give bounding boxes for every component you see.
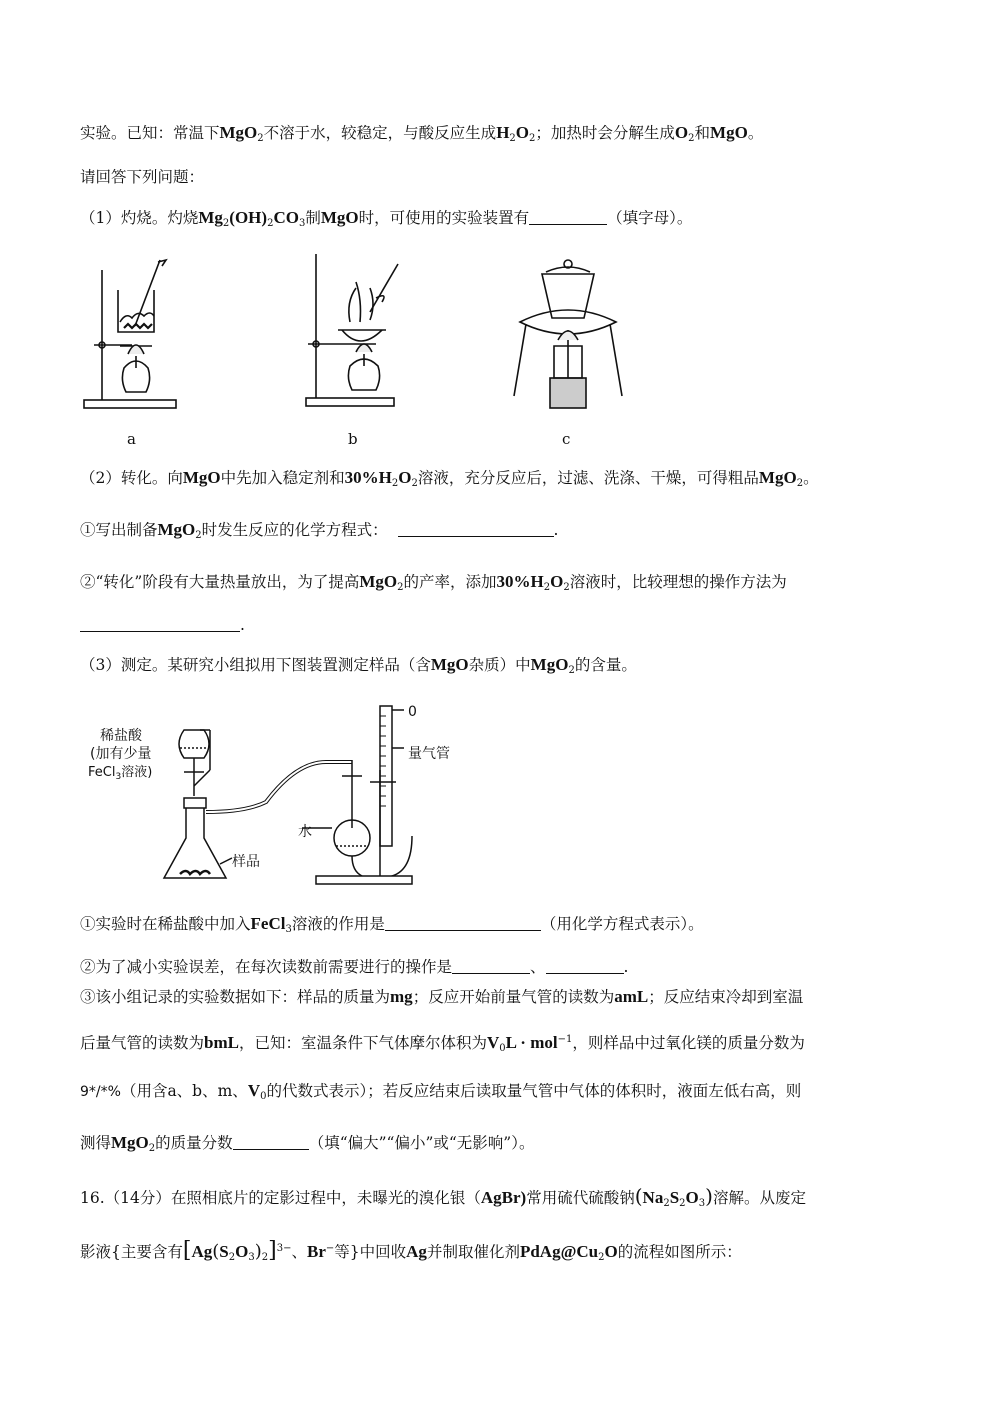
effect-blank[interactable] [233,1135,309,1150]
burette-label: 量气管 [408,746,450,762]
question-3-3: ③该小组记录的实验数据如下：样品的质量为mg；反应开始前量气管的读数为amL；反应结束冷却到室温 [80,987,804,1006]
question-2-2-answer: . [80,614,245,636]
equation-blank[interactable] [398,522,554,537]
question-3: （3）测定。某研究小组拟用下图装置测定样品（含MgO杂质）中MgO$_2$的含量。 [80,655,637,676]
question-2-2: ②“转化”阶段有大量热量放出，为了提高MgO$_2$的产率，添加$30\%H_2O_2$溶液时，比较理想的操作方法为 [80,572,787,593]
apparatus-c-label: c [562,430,571,448]
prompt-line: 请回答下列问题： [80,168,205,186]
zero-mark-label: 0 [408,704,417,720]
acid-note-1: (加有少量 [90,746,152,762]
intro-line: 实验。已知：常温下MgO$_2$不溶于水，较稳定，与酸反应生成$H_2O_2$；加热时会分解生成$O_2$和MgO。 [80,123,764,144]
acid-label: 稀盐酸 [100,728,142,744]
question-3-5: 9*/*%（用含a、b、m、$V_0$的代数式表示）；若反应结束后读取量气管中气体的体积时，液面左低右高，则 [80,1081,802,1102]
question-3-6: 测得MgO$_2$的质量分数 （填“偏大”“偏小”或“无影响”）。 [80,1133,535,1154]
sample-label: 样品 [232,854,260,870]
role-blank[interactable] [385,916,541,931]
apparatus-a-label: a [127,430,136,448]
question-16-cont: 影液{主要含有$[Ag(S_2O_3)_2]^{3-}$、Br−等}中回收Ag并制取催化剂$PdAg@Cu_2O$的流程如图所示： [80,1238,742,1263]
question-3-1: ①实验时在稀盐酸中加入FeCl$_3$溶液的作用是 （用化学方程式表示）。 [80,914,704,935]
heating-apparatus-figure [80,250,640,415]
question-1: （1）灼烧。灼烧$Mg_2(OH)_2CO_3$制MgO时，可使用的实验装置有 （填字母）。 [80,208,693,229]
question-2-1: ①写出制备MgO$_2$时发生反应的化学方程式： . [80,520,559,541]
question-3-2: ②为了减小实验误差，在每次读数前需要进行的操作是 、 . [80,958,629,976]
method-blank[interactable] [80,617,240,632]
question-16: 16.（14分）在照相底片的定影过程中，未曝光的溴化银（AgBr)常用硫代硫酸钠$(Na_2S_2O_3)$溶解。从废定 [80,1184,806,1209]
operation-blank-1[interactable] [452,959,530,974]
operation-blank-2[interactable] [546,959,624,974]
gas-measurement-figure [80,700,480,890]
answer-blank[interactable] [529,210,607,225]
apparatus-b-label: b [348,430,358,448]
acid-note-2: FeCl$_3$溶液) [88,765,153,782]
question-3-4: 后量气管的读数为bmL，已知：室温条件下气体摩尔体积为$V_0L \cdot mol^{-1}$，则样品中过氧化镁的质量分数为 [80,1033,805,1054]
question-2: （2）转化。向MgO中先加入稳定剂和$30\%H_2O_2$溶液，充分反应后，过滤、洗涤、干燥，可得粗品MgO$_2$。 [80,468,819,489]
water-label: 水 [298,824,312,840]
